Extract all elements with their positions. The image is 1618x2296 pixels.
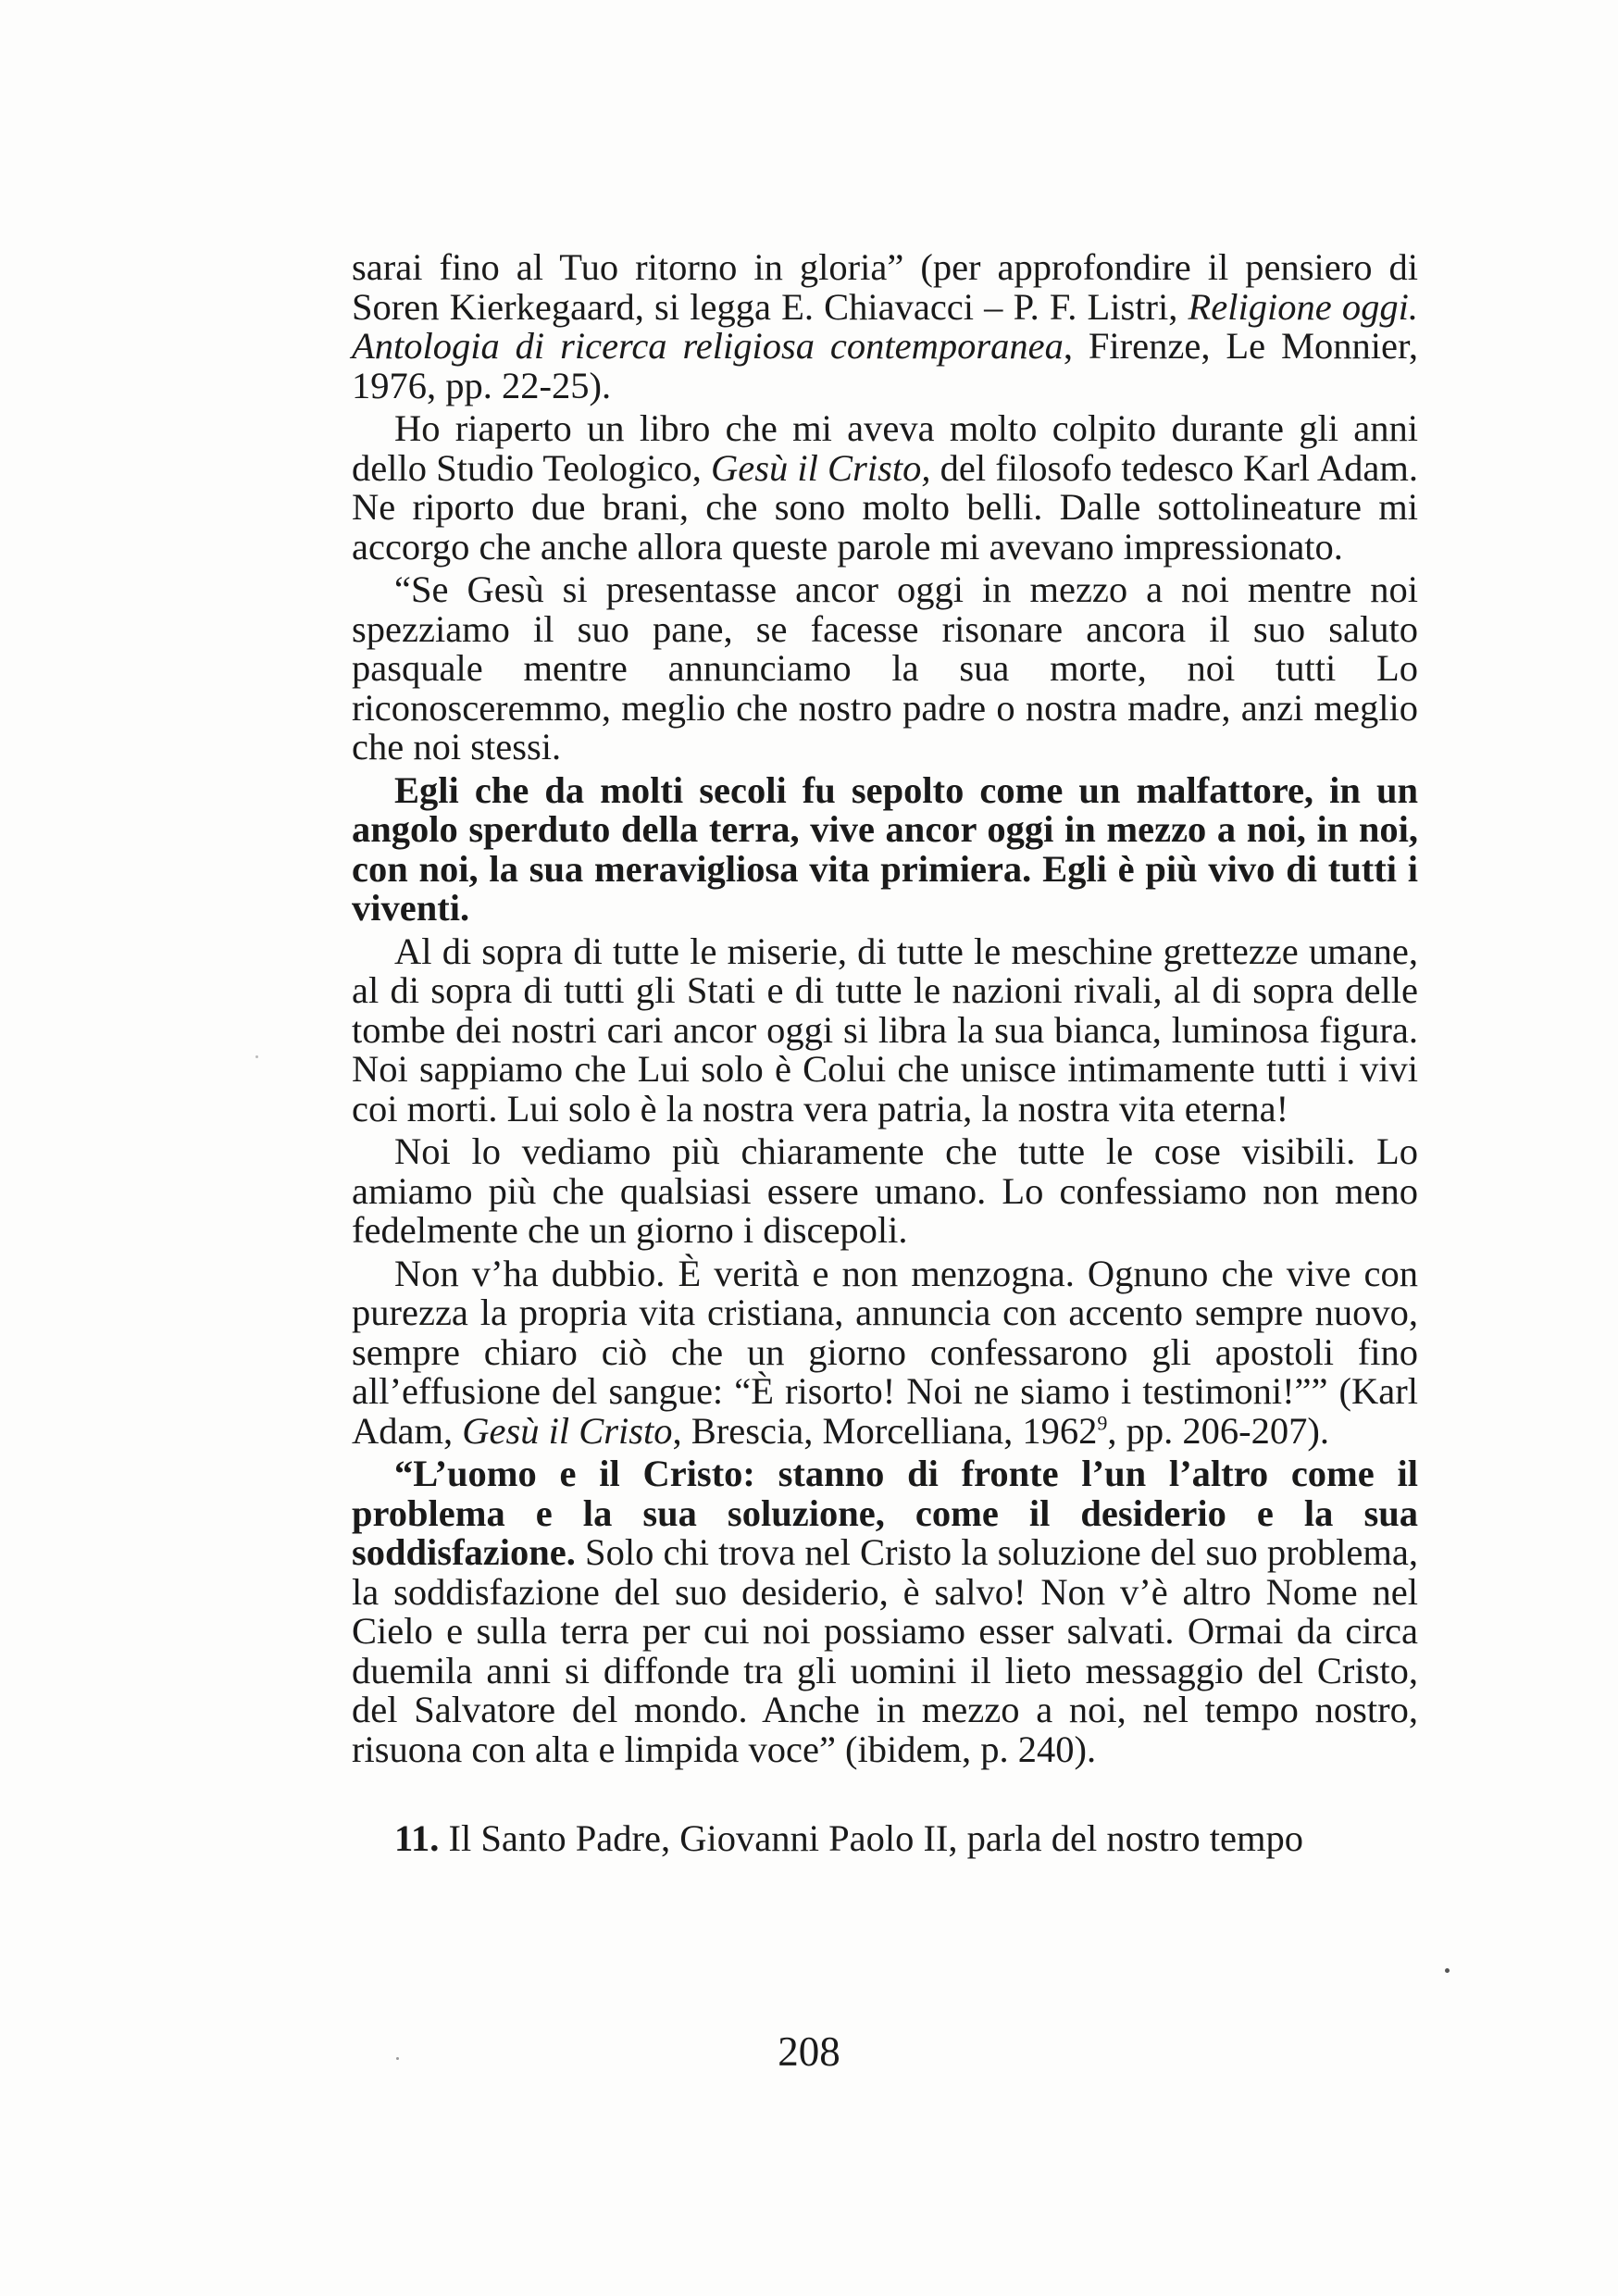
text-run: , Brescia, Morcelliana, 1962 xyxy=(672,1409,1098,1452)
paragraph xyxy=(352,409,1418,567)
text-run: sarai fino al Tuo ritorno in gloria” (per approfondire il pensiero di Soren Kierkegaard, si legga E. Chiavacci – P. F. Listri, xyxy=(352,246,1418,328)
paragraph xyxy=(352,570,1418,767)
text-run: Non v’ha dubbio. È verità e non menzogna. Ognuno che vive con purezza la propria vita cristiana, annuncia con accento sempre nuovo, sempre chiaro ciò che un giorno confessarono gli apostoli fino all’effusione del sangue: “È risorto! Noi ne siamo i testimoni!”” (Karl Adam, xyxy=(352,1252,1418,1452)
section-11-paragraph xyxy=(352,1819,1418,1859)
text-run: Ho riaperto un libro che mi aveva molto colpito durante gli anni dello Studio Teologico, xyxy=(352,407,1418,489)
bold-text: Egli che da molti secoli fu sepolto come un malfattore, in un angolo sperduto della terra, vive ancor oggi in mezzo a noi, in noi, con noi, la sua meravigliosa vita primiera. Egli è più vivo di tutti i viventi. xyxy=(352,768,1418,929)
text-run: Al di sopra di tutte le miserie, di tutte le meschine grettezze umane, al di sopra di tutti gli Stati e di tutte le nazioni rivali, al di sopra delle tombe dei nostri cari ancor oggi si libra la sua bianca, luminosa figura. Noi sappiamo che Lui solo è Colui che unisce intimamente tutti i vivi coi morti. Lui solo è la nostra vera patria, la nostra vita eterna! xyxy=(352,930,1418,1129)
text-run: del filosofo tedesco Karl Adam. Ne riporto due brani, che sono molto belli. Dalle sottolineature mi accorgo che anche allora queste parole mi avevano impressionato. xyxy=(352,446,1418,568)
italic-text: Religione oggi. Antologia di ricerca religiosa contemporanea xyxy=(352,285,1418,367)
italic-text: Gesù il Cristo xyxy=(462,1409,673,1452)
paragraph xyxy=(352,932,1418,1129)
paragraph xyxy=(352,1254,1418,1452)
bold-text: “L’uomo e il Cristo: stanno di fronte l’un l’altro come il problema e la sua soluzione, come il desiderio e la sua soddisfazione. xyxy=(352,1453,1418,1573)
paragraph xyxy=(352,768,1418,929)
text-run: , pp. 206-207). xyxy=(1107,1409,1329,1452)
edition-superscript: 9 xyxy=(1097,1411,1108,1434)
scan-speck xyxy=(255,1055,258,1058)
scan-speck xyxy=(396,2057,399,2060)
text-run: “Se Gesù si presentasse ancor oggi in mezzo a noi mentre noi spezziamo il suo pane, se facesse risonare ancora il suo saluto pasquale mentre annunciamo la sua morte, noi tutti Lo riconosceremmo, meglio che nostro padre o nostra madre, anzi meglio che noi stessi. xyxy=(352,568,1418,767)
text-run: Solo chi trova nel Cristo la soluzione del suo problema, la soddisfazione del suo desiderio, è salvo! Non v’è altro Nome nel Cielo e sulla terra per cui noi possiamo esser salvati. Ormai da circa duemila anni si diffonde tra gli uomini il lieto messaggio del Cristo, del Salvatore del mondo. Anche in mezzo a noi, nel tempo nostro, risuona con alta e limpida voce” (ibidem, p. 240). xyxy=(352,1531,1418,1770)
paragraph xyxy=(352,1132,1418,1251)
section-number: 11. xyxy=(394,1817,440,1859)
scan-speck xyxy=(1445,1968,1450,1973)
page-number: 208 xyxy=(778,2028,840,2075)
text-run: , Firenze, Le Monnier, 1976, pp. 22-25). xyxy=(352,325,1419,406)
italic-text: Gesù il Cristo, xyxy=(711,446,931,489)
body-text xyxy=(352,248,1418,1859)
paragraph xyxy=(352,248,1418,406)
section-text: Il Santo Padre, Giovanni Paolo II, parla del nostro tempo xyxy=(439,1817,1303,1859)
paragraph xyxy=(352,1454,1418,1769)
text-run: Noi lo vediamo più chiaramente che tutte le cose visibili. Lo amiamo più che qualsiasi essere umano. Lo confessiamo non meno fedelmente che un giorno i discepoli. xyxy=(352,1130,1418,1251)
